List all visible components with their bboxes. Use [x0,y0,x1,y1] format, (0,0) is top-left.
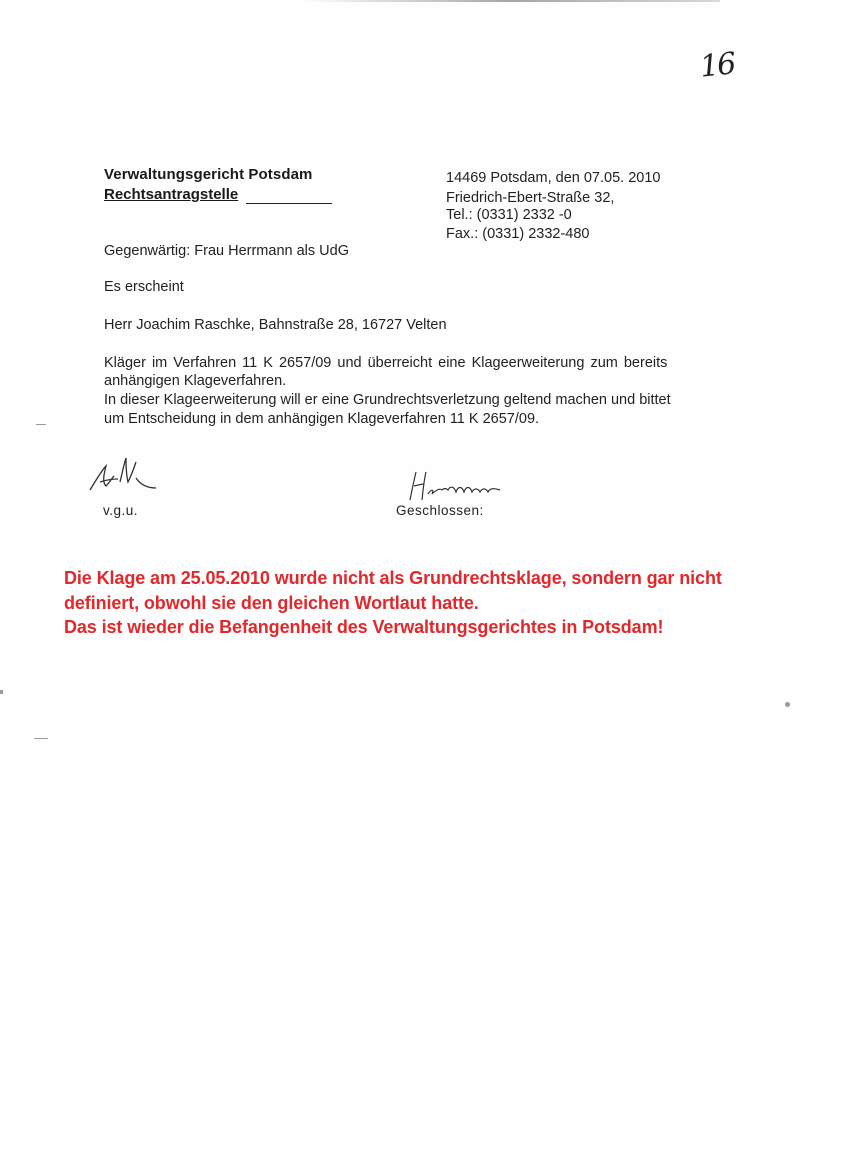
court-department: Rechtsantragstelle [104,186,239,203]
person-line: Herr Joachim Raschke, Bahnstraße 28, 16727 Velten [104,317,447,333]
scan-speck [785,702,790,707]
paragraph-line: um Entscheidung in dem anhängigen Klageverfahren 11 K 2657/09. [104,411,540,427]
right-signature [404,468,508,504]
scan-speck [34,738,48,739]
remark-line: definiert, obwohl sie den gleichen Wortlaut hatte. [64,593,479,613]
scan-edge-top [300,0,720,2]
scan-speck [36,424,46,425]
date-line: 14469 Potsdam, den 07.05. 2010 [446,170,661,186]
present-line: Gegenwärtig: Frau Herrmann als UdG [104,243,349,259]
handwritten-page-number: 16 [698,46,736,85]
left-signature-label: v.g.u. [103,503,139,518]
appears-line: Es erscheint [104,279,184,295]
left-signature [86,452,166,498]
scan-speck [0,690,3,694]
remark-line: Das ist wieder die Befangenheit des Verwaltungsgerichtes in Potsdam! [64,617,664,637]
department-underline [246,203,332,204]
paragraph-line: anhängigen Klageverfahren. [104,373,287,389]
right-signature-label: Geschlossen: [396,503,484,518]
paragraph-line: Kläger im Verfahren 11 K 2657/09 und überreicht eine Klageerweiterung zum bereits [104,355,668,371]
street-line: Friedrich-Ebert-Straße 32, [446,190,615,206]
paragraph-line: In dieser Klageerweiterung will er eine Grundrechtsverletzung geltend machen und bittet [104,392,671,408]
fax-line: Fax.: (0331) 2332-480 [446,226,590,242]
remark-line: Die Klage am 25.05.2010 wurde nicht als Grundrechtsklage, sondern gar nicht [64,568,722,588]
tel-line: Tel.: (0331) 2332 -0 [446,207,572,223]
court-name: Verwaltungsgericht Potsdam [104,166,313,183]
